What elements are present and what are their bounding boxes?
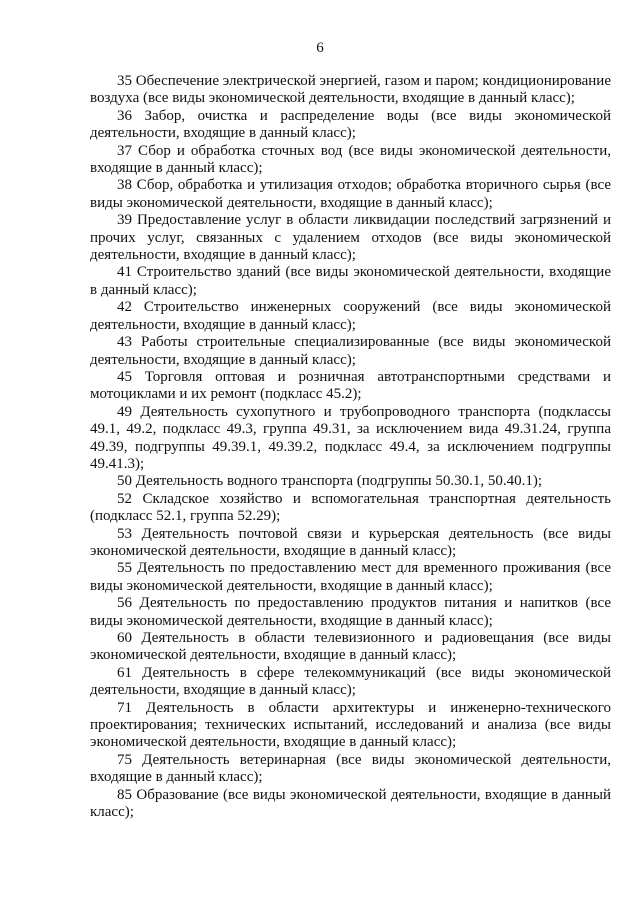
list-item: 41 Строительство зданий (все виды экономической деятельности, входящие в данный класс); — [90, 264, 611, 298]
list-item: 53 Деятельность почтовой связи и курьерская деятельность (все виды экономической деятельности, входящие в данный класс); — [90, 525, 611, 559]
list-item: 56 Деятельность по предоставлению продуктов питания и напитков (все виды экономической деятельности, входящие в данный класс); — [90, 595, 611, 629]
list-item: 75 Деятельность ветеринарная (все виды экономической деятельности, входящие в данный класс); — [90, 751, 611, 786]
list-item: 36 Забор, очистка и распределение воды (все виды экономической деятельности, входящие в данный класс); — [90, 107, 611, 142]
list-item: 61 Деятельность в сфере телекоммуникаций (все виды экономической деятельности, входящие в данный класс); — [90, 664, 611, 699]
list-item: 37 Сбор и обработка сточных вод (все виды экономической деятельности, входящие в данный класс); — [90, 142, 611, 177]
list-item: 60 Деятельность в области телевизионного и радиовещания (все виды экономической деятельности, входящие в данный класс); — [90, 630, 611, 664]
list-item: 49 Деятельность сухопутного и трубопроводного транспорта (подклассы 49.1, 49.2, подкласс 49.3, группа 49.31, за исключением вида 49.31.24, группа 49.39, подгруппы 49.39.1, 49.39.2, подкласс 49.4, за исключением подгруппы 49.41.3); — [90, 403, 611, 472]
list-item: 38 Сбор, обработка и утилизация отходов; обработка вторичного сырья (все виды экономической деятельности, входящие в данный класс); — [90, 177, 611, 211]
list-item: 35 Обеспечение электрической энергией, газом и паром; кондиционирование воздуха (все виды экономической деятельности, входящие в данный класс); — [90, 73, 611, 107]
list-item: 55 Деятельность по предоставлению мест для временного проживания (все виды экономической деятельности, входящие в данный класс); — [90, 560, 611, 594]
list-item: 50 Деятельность водного транспорта (подгруппы 50.30.1, 50.40.1); — [117, 473, 542, 490]
page-number: 6 — [316, 40, 324, 56]
list-item: 42 Строительство инженерных сооружений (все виды экономической деятельности, входящие в данный класс); — [90, 299, 611, 333]
list-item: 39 Предоставление услуг в области ликвидации последствий загрязнений и прочих услуг, связанных с удалением отходов (все виды экономической деятельности, входящие в данный класс); — [90, 212, 611, 264]
list-item: 71 Деятельность в области архитектуры и инженерно-технического проектирования; технических испытаний, исследований и анализа (все виды экономической деятельности, входящие в данный класс); — [90, 699, 611, 751]
list-item: 45 Торговля оптовая и розничная автотранспортными средствами и мотоциклами и их ремонт (подкласс 45.2); — [90, 368, 611, 403]
list-item: 85 Образование (все виды экономической деятельности, входящие в данный класс); — [90, 786, 611, 821]
list-item: 43 Работы строительные специализированные (все виды экономической деятельности, входящие в данный класс); — [90, 334, 611, 368]
activity-list — [90, 73, 611, 821]
list-item: 52 Складское хозяйство и вспомогательная транспортная деятельность (подкласс 52.1, группа 52.29); — [90, 490, 611, 525]
